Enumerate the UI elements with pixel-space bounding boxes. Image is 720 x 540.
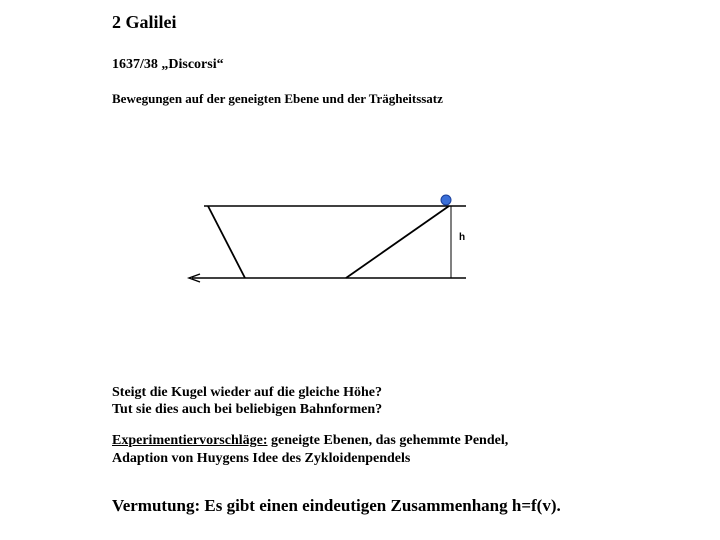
experiment-suggestions — [112, 434, 508, 448]
question-same-height: Steigt die Kugel wieder auf die gleiche Höhe? — [112, 385, 382, 400]
height-label: h — [459, 232, 466, 243]
left-slope — [208, 206, 245, 278]
experiment-text-line1: geneigte Ebenen, das gehemmte Pendel, — [267, 433, 509, 448]
experiment-text-line2: Adaption von Huygens Idee des Zykloidenpendels — [112, 451, 411, 466]
question-arbitrary-path: Tut sie dies auch bei beliebigen Bahnformen? — [112, 402, 383, 417]
topic-heading: Bewegungen auf der geneigten Ebene und der Trägheitssatz — [112, 91, 443, 106]
work-subtitle: 1637/38 „Discorsi“ — [112, 57, 224, 72]
page-title: 2 Galilei — [112, 12, 177, 32]
right-slope — [346, 206, 449, 278]
experiment-label: Experimentiervorschläge: — [112, 433, 268, 448]
hypothesis: Vermutung: Es gibt einen eindeutigen Zusammenhang h=f(v). — [112, 496, 561, 515]
ball — [441, 195, 451, 205]
